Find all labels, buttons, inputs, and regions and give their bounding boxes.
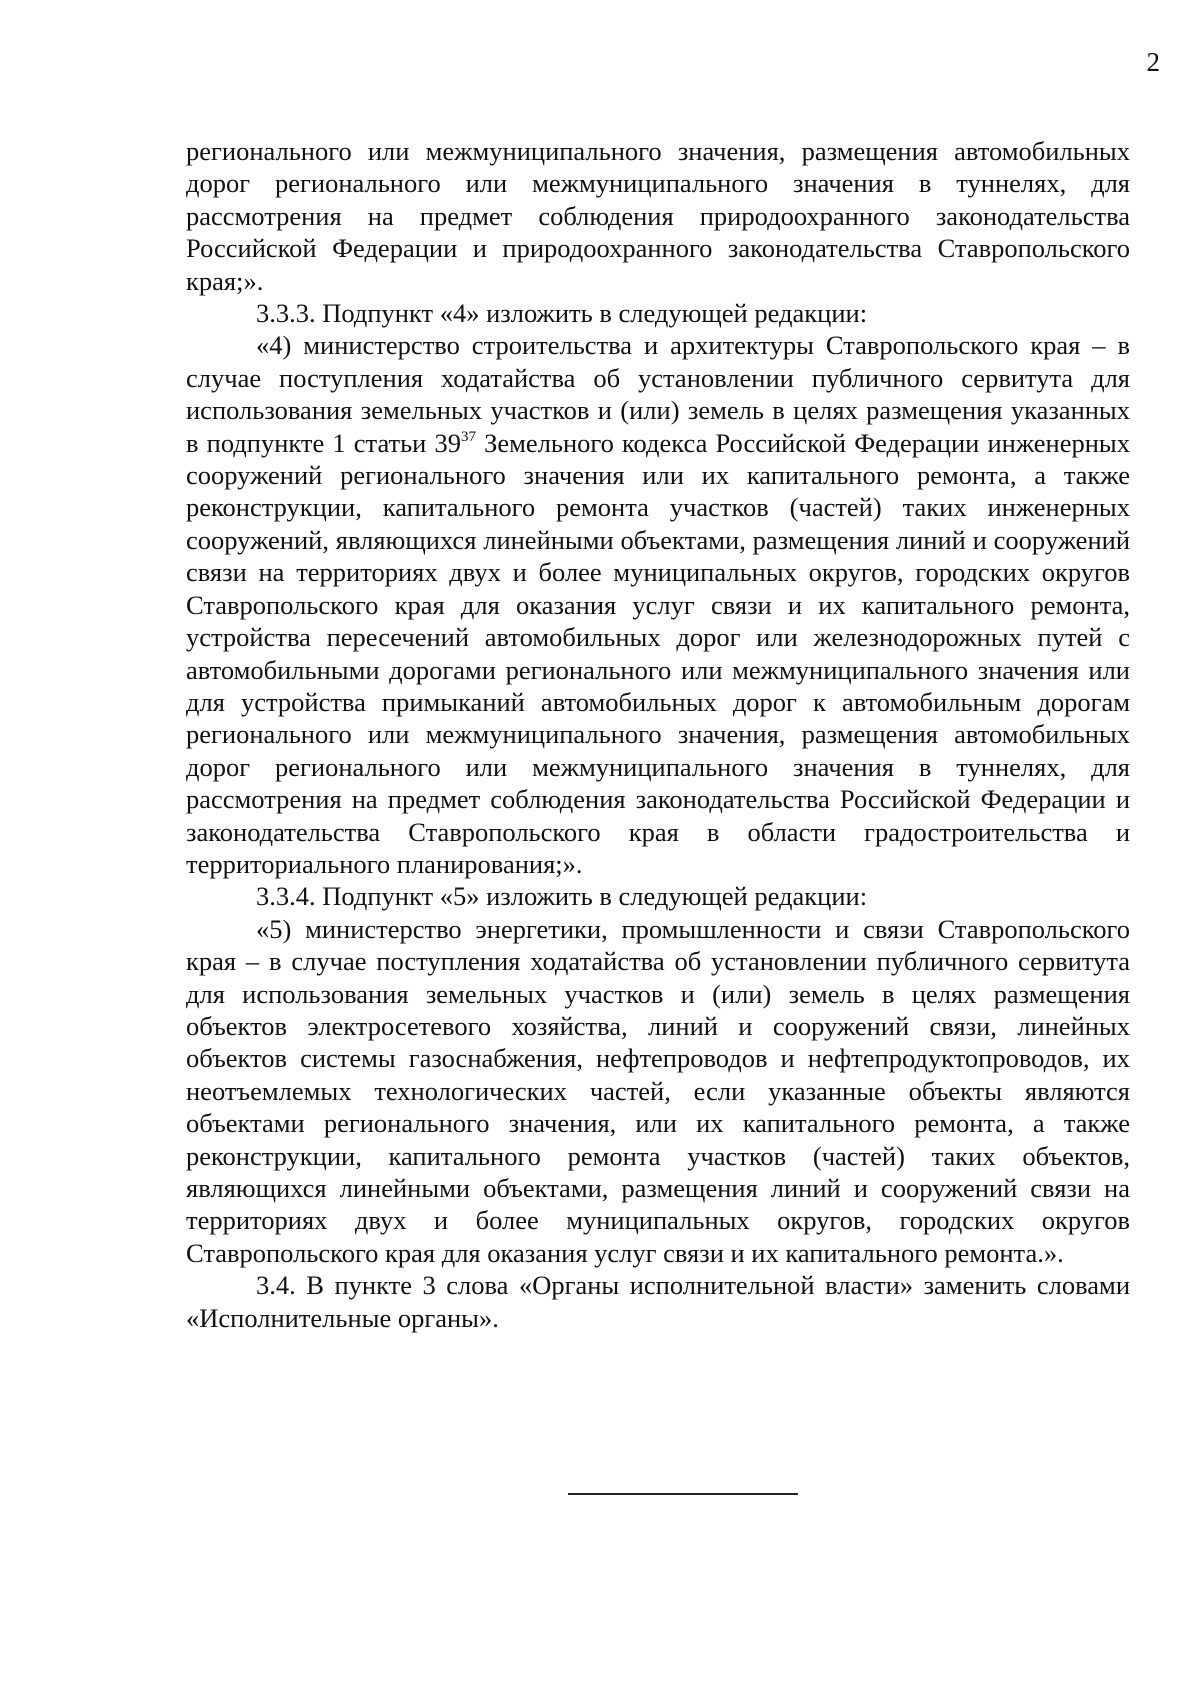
paragraph-3-4: 3.4. В пункте 3 слова «Органы исполнительной власти» заменить словами «Исполнительные органы». <box>186 1270 1130 1333</box>
document-body <box>186 135 1130 1334</box>
paragraph-3-3-4-heading: 3.3.4. Подпункт «5» изложить в следующей редакции: <box>256 881 868 912</box>
paragraph-continuation: регионального или межмуниципального значения, размещения автомобильных дорог регионального или межмуниципального значения в туннелях, для рассмотрения на предмет соблюдения природоохранного законодательства Российской Федерации и природоохранного законодательства Ставропольского края;». <box>186 136 1130 296</box>
paragraph-subclause-4-text-end: Земельного кодекса Российской Федерации инженерных сооружений регионального значения или их капитального ремонта, а также реконструкции, капитального ремонта участков (частей) таких инженерных сооружений, являющихся линейными объектами, размещения линий и сооружений связи на территориях двух и более муниципальных округов, городских округов Ставропольского края для оказания услуг связи и их капитального ремонта, устройства пересечений автомобильных дорог или железнодорожных путей с автомобильными дорогами регионального или межмуниципального значения или для устройства примыканий автомобильных дорог к автомобильным дорогам регионального или межмуниципального значения, размещения автомобильных дорог регионального или межмуниципального значения в туннелях, для рассмотрения на предмет соблюдения законодательства Российской Федерации и законодательства Ставропольского края в области градостроительства и территориального планирования;». <box>186 427 1130 879</box>
paragraph-subclause-4 <box>186 329 1130 880</box>
article-number-superscript: 37 <box>461 428 476 445</box>
end-of-document-rule <box>568 1493 798 1495</box>
page-number: 2 <box>1146 47 1160 77</box>
paragraph-3-3-3-heading: 3.3.3. Подпункт «4» изложить в следующей редакции: <box>256 298 868 329</box>
paragraph-subclause-4-text-start: «4) министерство строительства и архитектуры Ставропольского края – в случае поступления ходатайства об установлении публичного сервитута для использования земельных участков и (или) земель в целях размещения указанных в подпункте 1 статьи 39 <box>186 330 1130 458</box>
paragraph-subclause-5: «5) министерство энергетики, промышленности и связи Ставропольского края – в случае поступления ходатайства об установлении публичного сервитута для использования земельных участков и (или) земель в целях размещения объектов электросетевого хозяйства, линий и сооружений связи, линейных объектов системы газоснабжения, нефтепроводов и нефтепродуктопроводов, их неотъемлемых технологических частей, если указанные объекты являются объектами регионального значения, или их капитального ремонта, а также реконструкции, капитального ремонта участков (частей) таких объектов, являющихся линейными объектами, размещения линий и сооружений связи на территориях двух и более муниципальных округов, городских округов Ставропольского края для оказания услуг связи и их капитального ремонта.». <box>186 913 1130 1268</box>
